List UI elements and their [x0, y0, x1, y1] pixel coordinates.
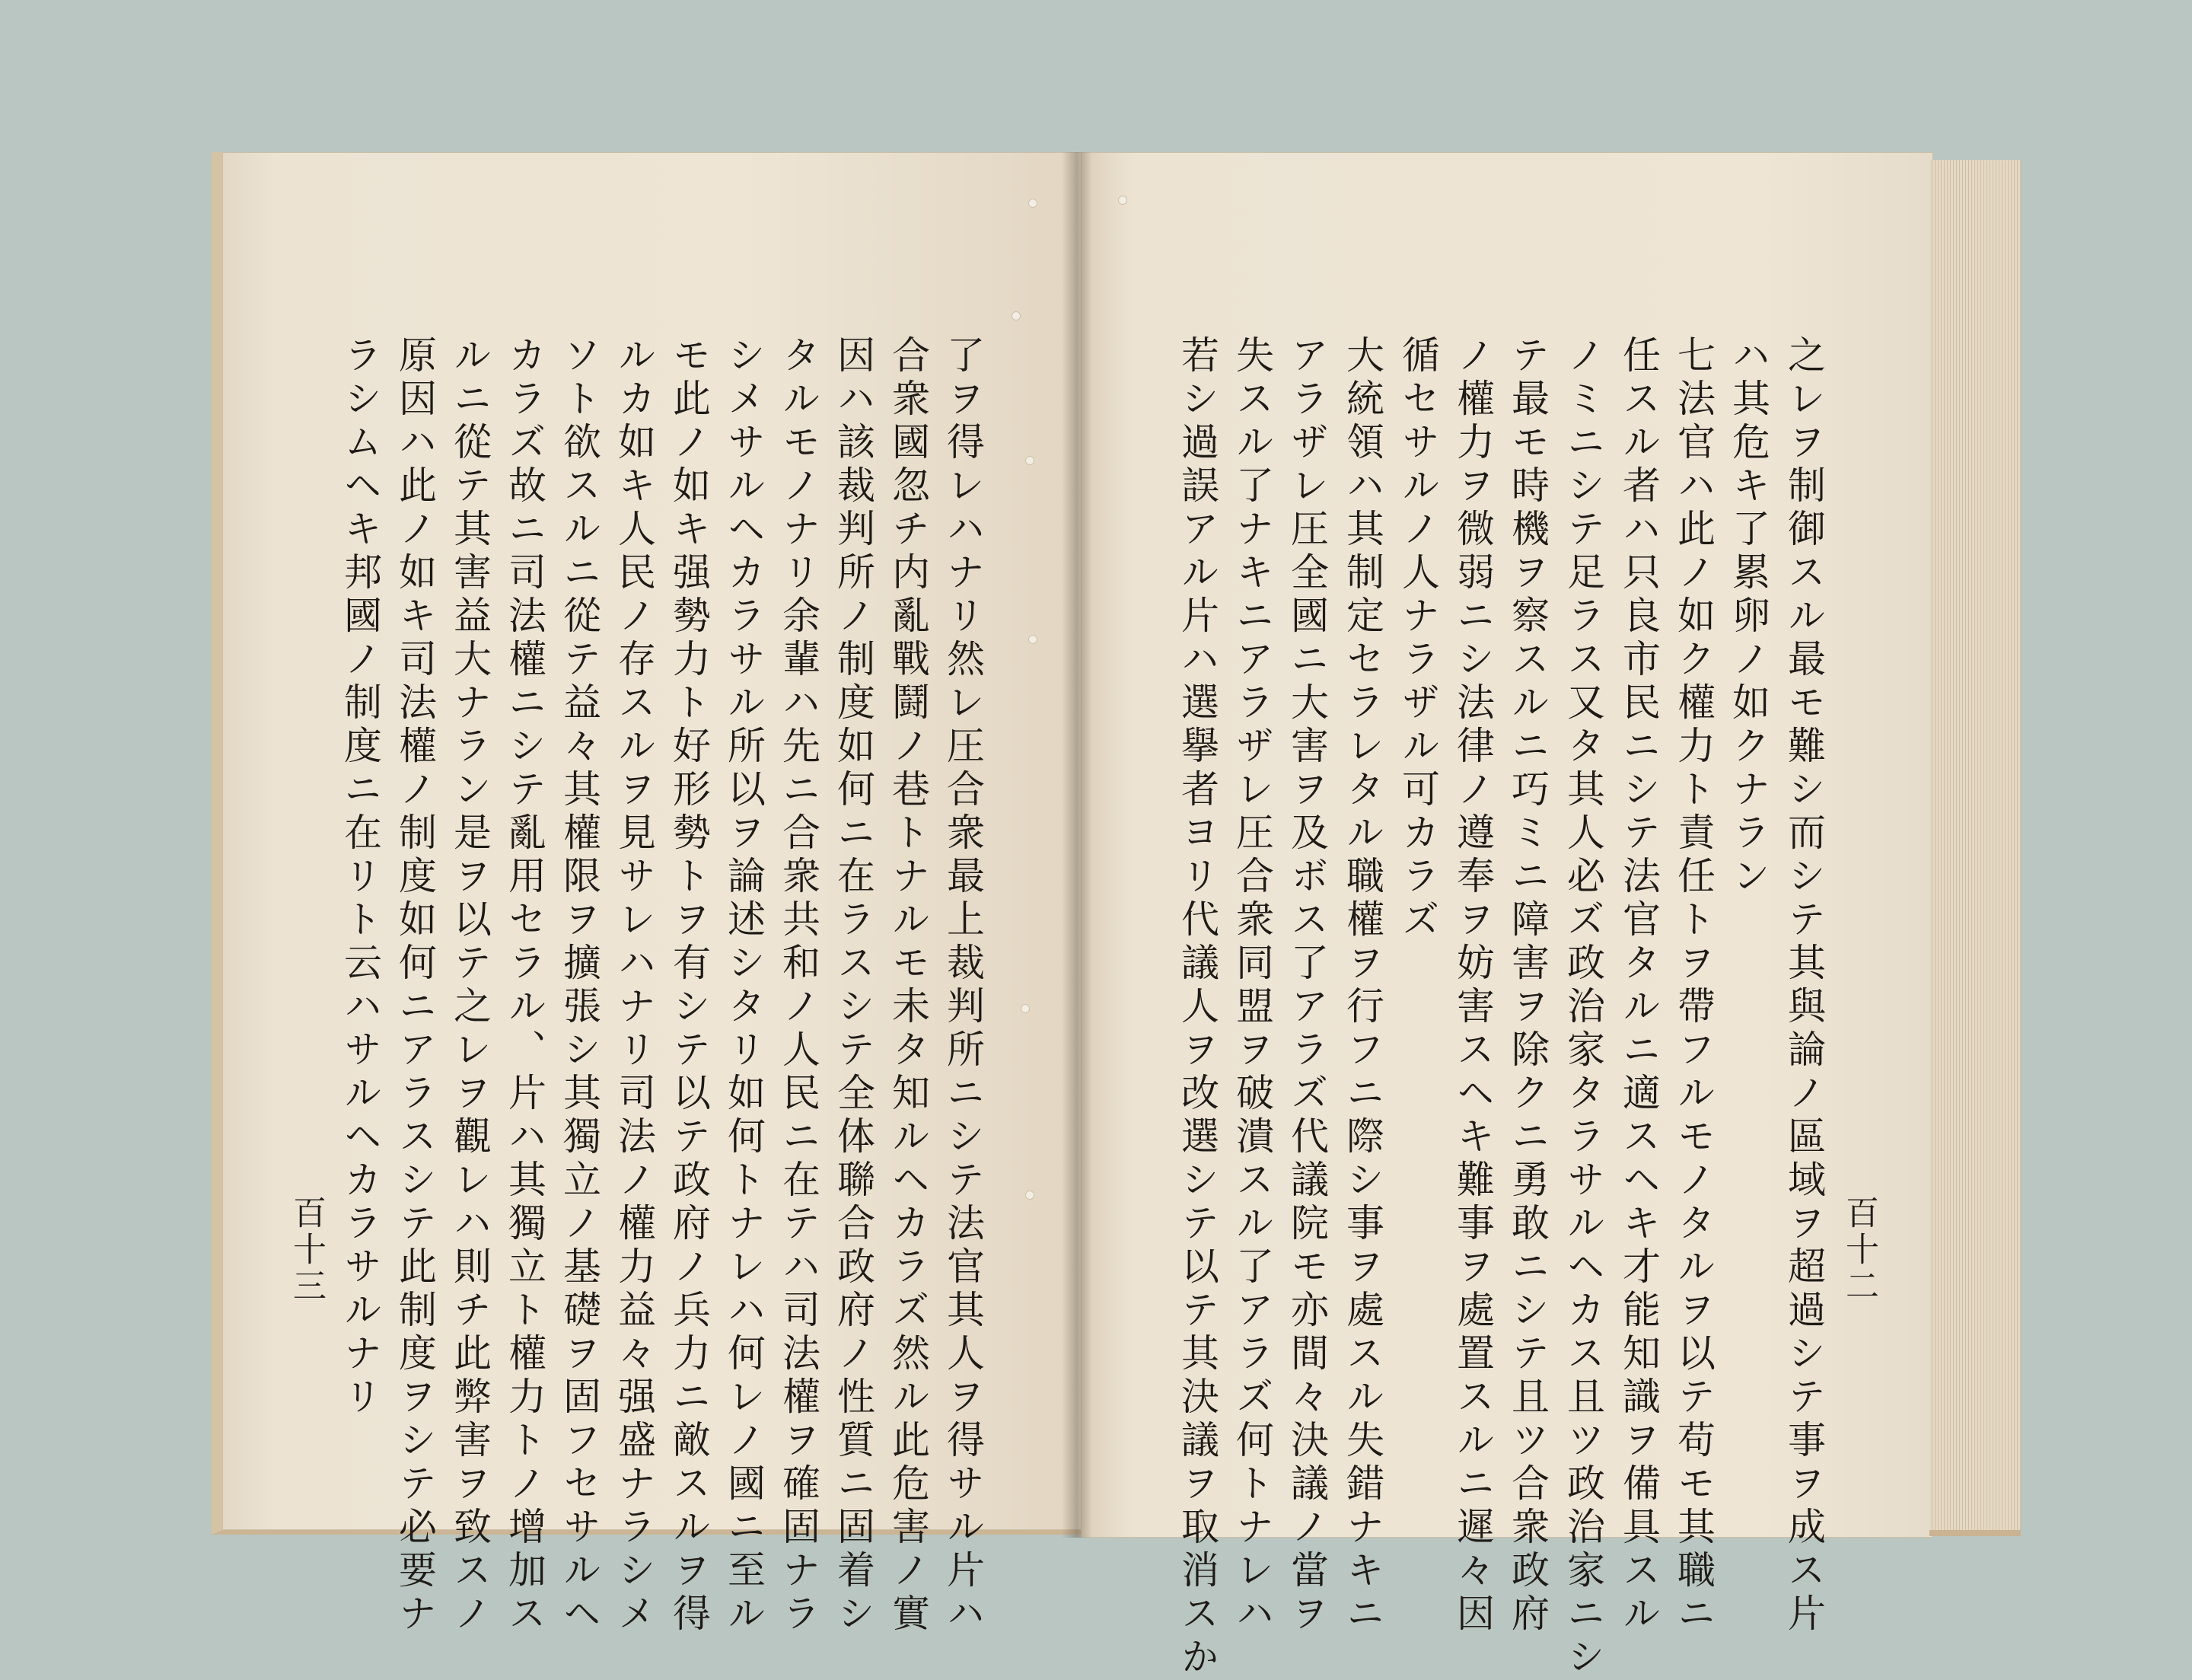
- binding-hole: [1119, 196, 1126, 204]
- binding-hole: [1029, 636, 1037, 643]
- left-col-5: シメサルヘカラサル所以ヲ論述シタリ如何トナレハ何レノ國ニ至ル: [722, 335, 766, 1637]
- page-number-left: 百十三: [287, 1195, 326, 1305]
- right-col-6: テ最モ時機ヲ察スルニ巧ミニ障害ヲ除クニ勇敢ニシテ且ツ合衆政府: [1505, 335, 1550, 1637]
- left-col-8: ソト欲スルニ從テ益々其權限ヲ擴張シ其獨立ノ基礎ヲ固フセサルヘ: [557, 335, 601, 1637]
- right-col-10: アラザレ圧全國ニ大害ヲ及ボス了アラズ代議院モ亦間々決議ノ當ヲ: [1285, 335, 1329, 1637]
- binding-hole: [1012, 312, 1020, 320]
- left-col-11: 原因ハ此ノ如キ司法權ノ制度如何ニアラスシテ此制度ヲシテ必要ナ: [393, 335, 437, 1637]
- right-col-8: 循セサルノ人ナラザル可カラズ: [1396, 335, 1440, 942]
- binding-hole: [1029, 199, 1037, 207]
- right-col-4: 任スル者ハ只良市民ニシテ法官タルニ適スヘキ才能知識ヲ備具スル: [1617, 335, 1661, 1637]
- right-col-1: 之レヲ制御スル最モ難シ而シテ其與論ノ區域ヲ超過シテ事ヲ成ス片: [1782, 335, 1826, 1637]
- right-col-9: 大統領ハ其制定セラレタル職權ヲ行フニ際シ事ヲ處スル失錯ナキニ: [1340, 335, 1384, 1637]
- page-number-right: 百十二: [1840, 1195, 1878, 1305]
- left-col-4: タルモノナリ余輩ハ先ニ合衆共和ノ人民ニ在テハ司法權ヲ確固ナラ: [776, 335, 820, 1637]
- binding-hole: [1026, 457, 1034, 464]
- left-col-9: カラズ故ニ司法權ニシテ亂用セラル、片ハ其獨立ト權力トノ增加ス: [502, 335, 546, 1637]
- left-col-2: 合衆國忽チ内亂戰鬪ノ巷トナルモ未タ知ルヘカラズ然ル此危害ノ實: [886, 335, 930, 1637]
- left-col-3: 因ハ該裁判所ノ制度如何ニ在ラスシテ全体聯合政府ノ性質ニ固着シ: [831, 335, 875, 1637]
- left-col-1: 了ヲ得レハナリ然レ圧合衆最上裁判所ニシテ法官其人ヲ得サル片ハ: [941, 335, 985, 1637]
- book-spine: [1062, 152, 1092, 1538]
- right-col-11: 失スル了ナキニアラザレ圧合衆同盟ヲ破潰スル了アラズ何トナレハ: [1230, 335, 1274, 1637]
- left-col-6: モ此ノ如キ强勢力ト好形勢トヲ有シテ以テ政府ノ兵力ニ敵スルヲ得: [667, 335, 711, 1637]
- right-col-12: 若シ過誤アル片ハ選擧者ヨリ代議人ヲ改選シテ以テ其決議ヲ取消スか: [1175, 335, 1219, 1680]
- right-col-7: ノ權力ヲ微弱ニシ法律ノ遵奉ヲ妨害スヘキ難事ヲ處置スルニ遲々因: [1451, 335, 1495, 1637]
- binding-hole: [1021, 1005, 1029, 1012]
- left-col-12: ラシムヘキ邦國ノ制度ニ在リト云ハサルヘカラサルナリ: [338, 335, 382, 1420]
- left-col-10: ルニ從テ其害益大ナラン是ヲ以テ之レヲ觀レハ則チ此弊害ヲ致スノ: [448, 335, 492, 1637]
- binding-hole: [1026, 1191, 1034, 1199]
- right-col-2: ハ其危キ了累卵ノ如クナラン: [1726, 335, 1770, 899]
- right-col-3: 七法官ハ此ノ如ク權力ト責任トヲ帶フルモノタルヲ以テ苟モ其職ニ: [1671, 335, 1716, 1637]
- page-edge-stack: [1929, 160, 2021, 1536]
- left-col-7: ルカ如キ人民ノ存スルヲ見サレハナリ司法ノ權力益々强盛ナラシメ: [612, 335, 656, 1637]
- right-col-5: ノミニシテ足ラス又タ其人必ズ政治家タラサルヘカス且ツ政治家ニシ: [1561, 335, 1605, 1680]
